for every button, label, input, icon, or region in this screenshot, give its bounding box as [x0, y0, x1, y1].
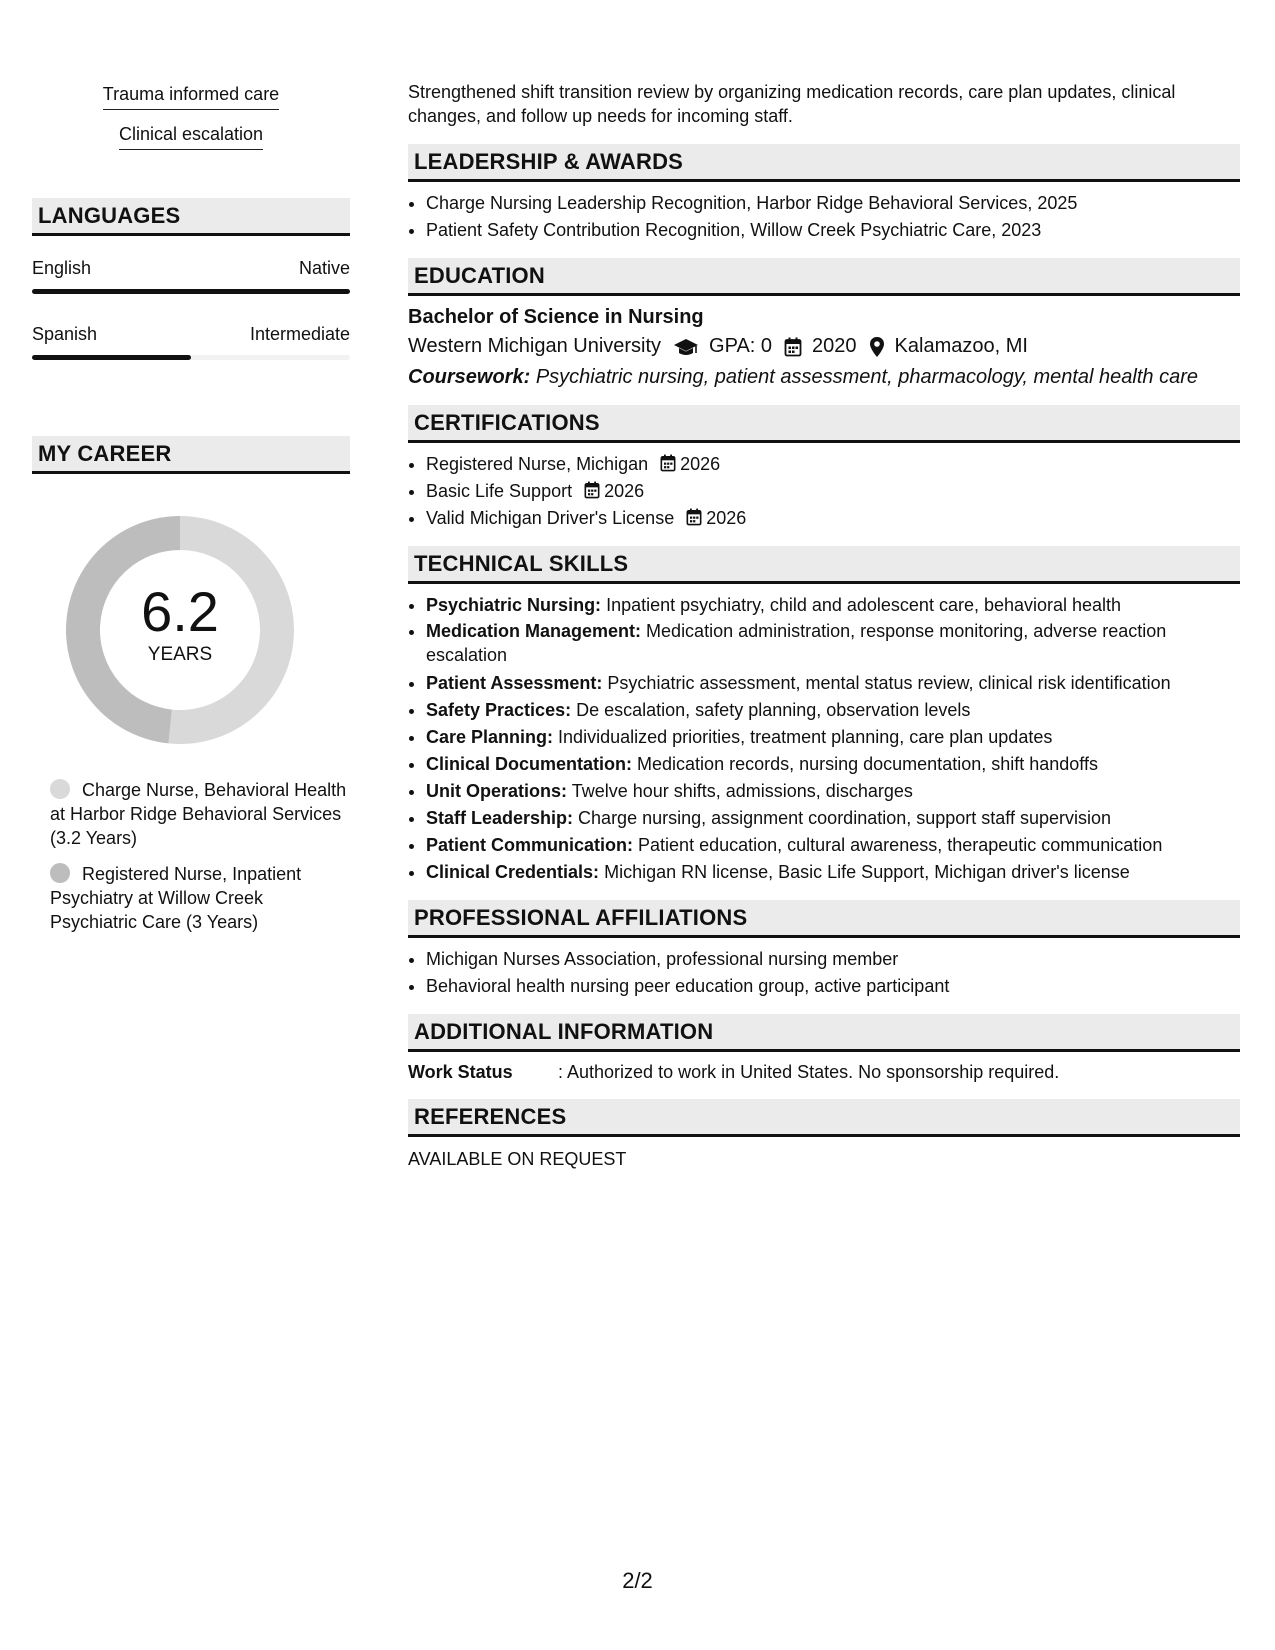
certifications-header: CERTIFICATIONS: [408, 405, 1240, 443]
language-name: English: [32, 258, 92, 278]
list-item: • Basic Life Support 2026: [426, 478, 1240, 505]
education-gpa: GPA: 0: [709, 335, 773, 357]
career-item: Registered Nurse, Inpatient Psychiatry at Willow Creek Psychiatric Care (3 Years): [50, 864, 302, 932]
calendar-icon: [784, 337, 802, 357]
additional-info-header: ADDITIONAL INFORMATION: [408, 1014, 1240, 1052]
education-header: EDUCATION: [408, 258, 1240, 296]
leadership-header: LEADERSHIP & AWARDS: [408, 144, 1240, 182]
language-level: Intermediate: [249, 324, 350, 344]
education-degree: Bachelor of Science in Nursing: [408, 306, 704, 328]
career-legend-dot: [50, 779, 70, 799]
list-item: • Clinical Documentation: Medication records, nursing documentation, shift handoffs: [426, 751, 1240, 778]
leadership-list: [408, 190, 1240, 244]
technical-skills-header: TECHNICAL SKILLS: [408, 546, 1240, 584]
list-item: • Michigan Nurses Association, professional nursing member: [426, 946, 1240, 973]
career-header: MY CAREER: [32, 436, 350, 474]
main-content: [408, 80, 1240, 1170]
affiliations-list: [408, 946, 1240, 1000]
calendar-icon: [686, 508, 702, 526]
list-item: • Care Planning: Individualized priorities, treatment planning, care plan updates: [426, 724, 1240, 751]
list-item: • Patient Communication: Patient education, cultural awareness, therapeutic communication: [426, 832, 1240, 859]
language-bar-fill: [32, 289, 350, 294]
list-item: • Behavioral health nursing peer education group, active participant: [426, 973, 1240, 1000]
career-total-value: 6.2: [141, 580, 219, 643]
references-text: AVAILABLE ON REQUEST: [408, 1149, 627, 1169]
list-item: • Unit Operations: Twelve hour shifts, admissions, discharges: [426, 778, 1240, 805]
language-bar-fill: [32, 355, 191, 360]
map-pin-icon: [869, 336, 885, 358]
work-status-label: Work Status: [408, 1062, 513, 1082]
education-coursework: Coursework: Psychiatric nursing, patient assessment, pharmacology, mental health care: [408, 366, 1198, 388]
list-item: • Psychiatric Nursing: Inpatient psychiatry, child and adolescent care, behavioral health: [426, 592, 1240, 619]
career-donut: [66, 516, 294, 744]
references-header: REFERENCES: [408, 1099, 1240, 1137]
career-total-unit: YEARS: [147, 644, 213, 665]
list-item: • Patient Assessment: Psychiatric assessment, mental status review, clinical risk identification: [426, 670, 1240, 697]
language-bar: [32, 355, 350, 360]
education-school: Western Michigan University: [408, 335, 662, 357]
language-item: [32, 258, 350, 294]
work-status-value: : Authorized to work in United States. No sponsorship required.: [558, 1062, 1060, 1082]
list-item: • Valid Michigan Driver's License 2026: [426, 505, 1240, 532]
technical-skills-list: [408, 592, 1240, 886]
list-item: • Safety Practices: De escalation, safety planning, observation levels: [426, 697, 1240, 724]
list-item: • Clinical Credentials: Michigan RN license, Basic Life Support, Michigan driver's license: [426, 859, 1240, 886]
education-details: [408, 335, 1240, 358]
sidebar: [32, 84, 350, 946]
list-item: • Charge Nursing Leadership Recognition, Harbor Ridge Behavioral Services, 2025: [426, 190, 1240, 217]
language-bar: [32, 289, 350, 294]
affiliations-header: PROFESSIONAL AFFILIATIONS: [408, 900, 1240, 938]
language-level: Native: [298, 258, 350, 278]
list-item: • Patient Safety Contribution Recognition, Willow Creek Psychiatric Care, 2023: [426, 217, 1240, 244]
education-year: 2020: [812, 335, 857, 357]
graduation-cap-icon: [673, 337, 699, 357]
calendar-icon: [660, 454, 676, 472]
skill-tag: Trauma informed care: [32, 84, 350, 110]
experience-bullet-text: Strengthened shift transition review by organizing medication records, care plan updates, clinical changes, and follow up needs for incoming staff.: [408, 82, 1176, 126]
career-legend-dot: [50, 863, 70, 883]
skill-tag: Clinical escalation: [32, 124, 350, 150]
education-location: Kalamazoo, MI: [894, 335, 1028, 357]
language-item: [32, 324, 350, 360]
page-number: 2/2: [622, 1568, 653, 1593]
list-item: • Medication Management: Medication administration, response monitoring, adverse reaction escalation: [426, 619, 1240, 667]
calendar-icon: [584, 481, 600, 499]
career-item: Charge Nurse, Behavioral Health at Harbor Ridge Behavioral Services (3.2 Years): [50, 780, 347, 848]
work-status-row: [408, 1062, 1240, 1083]
list-item: • Registered Nurse, Michigan 2026: [426, 451, 1240, 478]
certifications-list: [408, 451, 1240, 532]
language-name: Spanish: [32, 324, 98, 344]
list-item: • Staff Leadership: Charge nursing, assignment coordination, support staff supervision: [426, 805, 1240, 832]
languages-header: LANGUAGES: [32, 198, 350, 236]
